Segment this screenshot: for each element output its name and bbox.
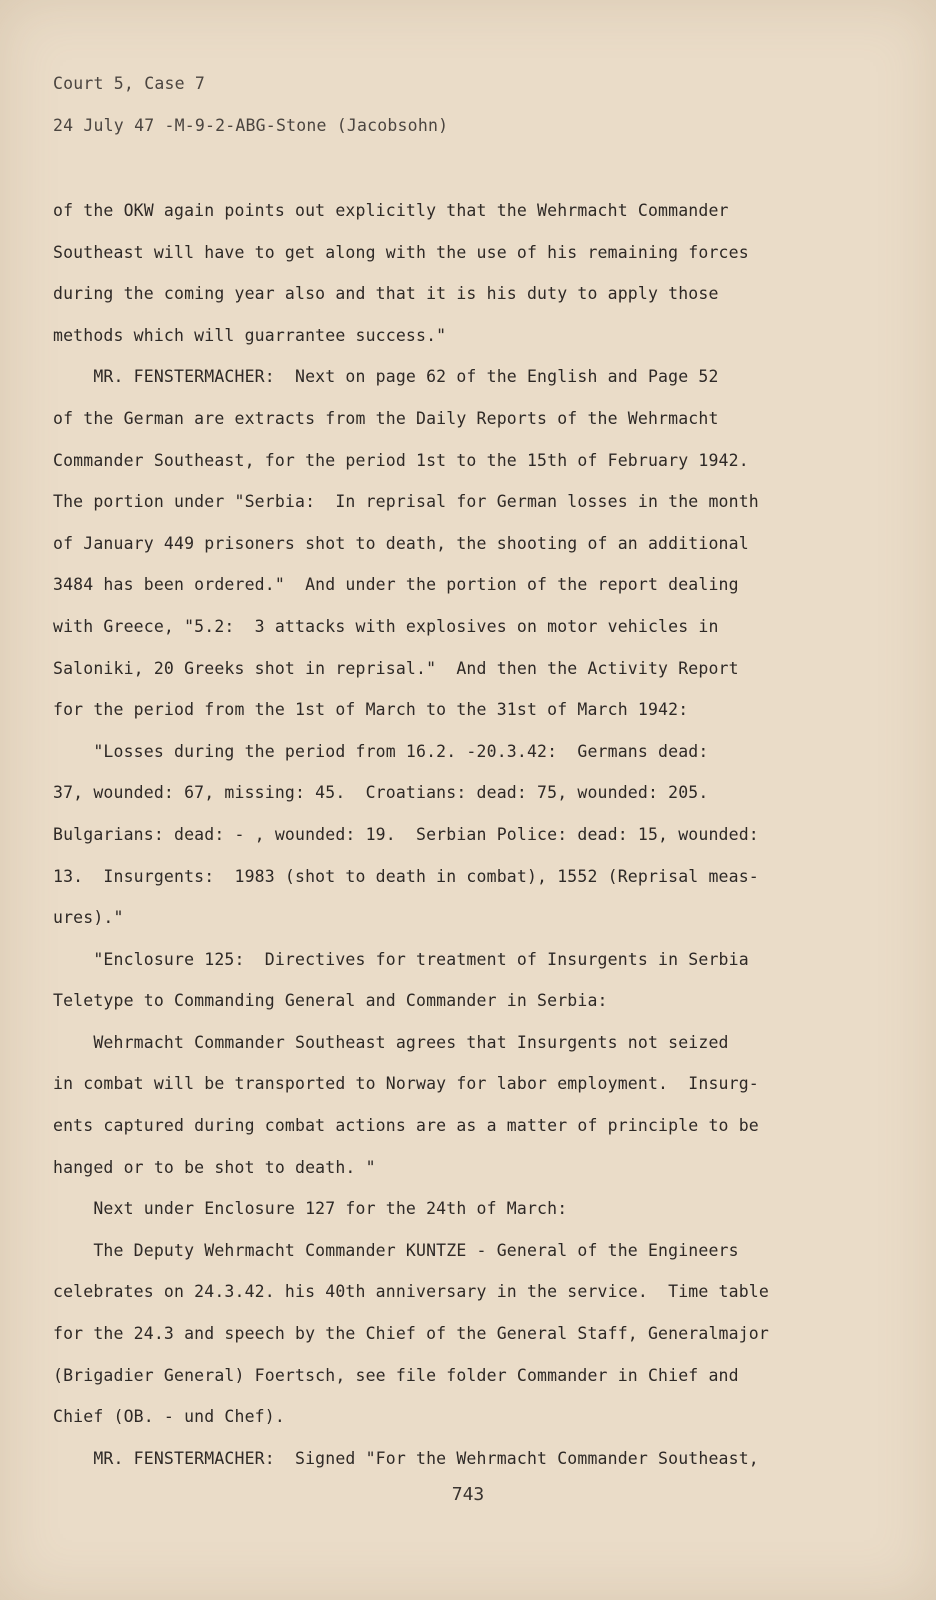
- page-number: 743: [451, 1484, 485, 1505]
- text-line: Wehrmacht Commander Southeast agrees that Insurgents not seized: [53, 1032, 729, 1052]
- text-line: during the coming year also and that it is his duty to apply those: [53, 284, 719, 304]
- text-line: hanged or to be shot to death. ": [53, 1157, 376, 1177]
- session-reference: 24 July 47 -M-9-2-ABG-Stone (Jacobsohn): [53, 116, 449, 135]
- text-line: ures).": [53, 908, 124, 928]
- text-line: for the period from the 1st of March to the 31st of March 1942:: [53, 700, 689, 720]
- text-line: "Enclosure 125: Directives for treatment of Insurgents in Serbia: [53, 949, 749, 969]
- text-line: MR. FENSTERMACHER: Next on page 62 of the English and Page 52: [53, 367, 719, 387]
- text-line: of the OKW again points out explicitly that the Wehrmacht Commander: [53, 201, 729, 220]
- text-line: (Brigadier General) Foertsch, see file folder Commander in Chief and: [53, 1365, 739, 1385]
- text-line: of the German are extracts from the Daily Reports of the Wehrmacht: [53, 408, 719, 428]
- text-line: MR. FENSTERMACHER: Signed "For the Wehrmacht Commander Southeast,: [53, 1448, 759, 1468]
- text-line: for the 24.3 and speech by the Chief of the General Staff, Generalmajor: [53, 1324, 769, 1344]
- text-line: 37, wounded: 67, missing: 45. Croatians: dead: 75, wounded: 205.: [53, 783, 709, 803]
- text-line: Next under Enclosure 127 for the 24th of March:: [53, 1199, 568, 1219]
- text-line: Chief (OB. - und Chef).: [53, 1407, 285, 1427]
- text-line: 3484 has been ordered." And under the portion of the report dealing: [53, 575, 739, 595]
- text-line: The portion under "Serbia: In reprisal for German losses in the month: [53, 492, 759, 512]
- transcript-body: [53, 190, 843, 1479]
- text-line: celebrates on 24.3.42. his 40th anniversary in the service. Time table: [53, 1282, 769, 1302]
- text-line: methods which will guarrantee success.": [53, 325, 447, 345]
- text-line: The Deputy Wehrmacht Commander KUNTZE - General of the Engineers: [53, 1240, 739, 1260]
- text-line: Southeast will have to get along with the use of his remaining forces: [53, 242, 749, 262]
- text-line: 13. Insurgents: 1983 (shot to death in combat), 1552 (Reprisal meas-: [53, 866, 759, 886]
- text-line: ents captured during combat actions are as a matter of principle to be: [53, 1116, 759, 1136]
- court-case-heading: Court 5, Case 7: [53, 74, 206, 93]
- text-line: of January 449 prisoners shot to death, the shooting of an additional: [53, 533, 749, 553]
- text-line: with Greece, "5.2: 3 attacks with explosives on motor vehicles in: [53, 616, 719, 636]
- text-line: Teletype to Commanding General and Commander in Serbia:: [53, 991, 608, 1011]
- text-line: Bulgarians: dead: - , wounded: 19. Serbian Police: dead: 15, wounded:: [53, 824, 759, 844]
- text-line: "Losses during the period from 16.2. -20.3.42: Germans dead:: [53, 741, 709, 761]
- text-line: Commander Southeast, for the period 1st to the 15th of February 1942.: [53, 450, 749, 470]
- text-line: Saloniki, 20 Greeks shot in reprisal." And then the Activity Report: [53, 658, 739, 678]
- text-line: in combat will be transported to Norway for labor employment. Insurg-: [53, 1074, 759, 1094]
